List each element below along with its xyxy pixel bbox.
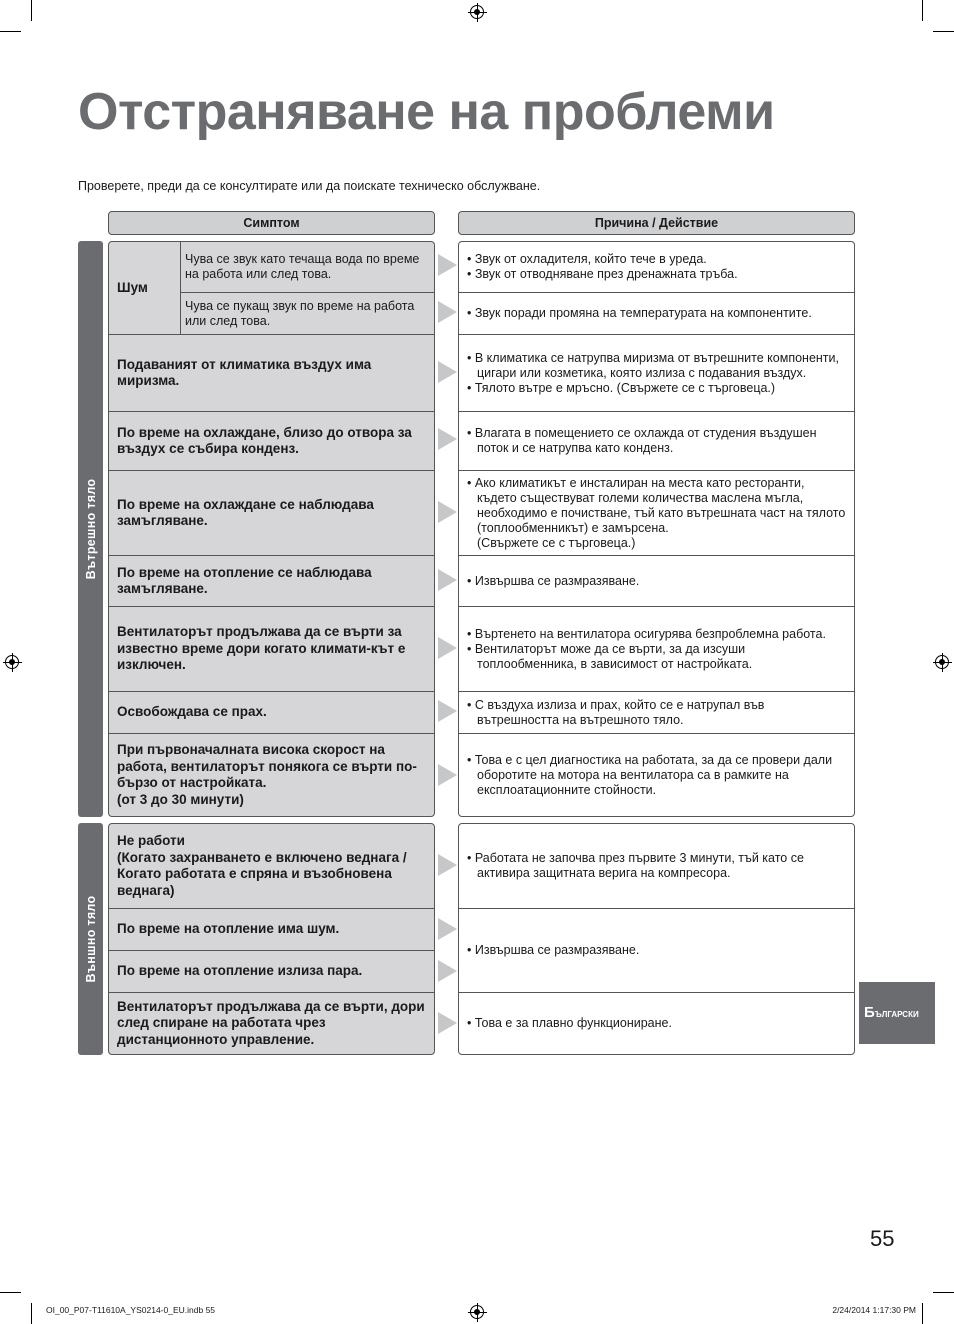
arrow-right-icon	[438, 764, 457, 786]
symptom-fog-cooling-text: По време на охлаждане се наблюдава замъгляване.	[117, 496, 374, 528]
arrow-right-icon	[438, 854, 457, 876]
symptom-fan-speed-text: При първоначалната висока скорост на работа, вентилаторът понякога се върти по-бързо от настройката.	[117, 742, 417, 790]
crop-mark	[0, 1292, 21, 1293]
symptom-fog-cooling	[109, 470, 434, 555]
arrow-right-icon	[438, 254, 457, 276]
indoor-causes	[458, 241, 855, 817]
symptom-noise	[109, 242, 181, 334]
symptom-heat-steam	[109, 950, 434, 992]
symptom-header: Симптом	[108, 211, 435, 235]
language-tab	[859, 982, 935, 1044]
cause-fan-after-off	[459, 606, 854, 691]
registration-mark-icon	[5, 655, 19, 669]
arrow-right-icon	[438, 501, 457, 523]
symptom-fan-speed	[109, 733, 434, 816]
symptom-noise-label: Шум	[117, 279, 148, 295]
symptom-condensation	[109, 411, 434, 470]
symptom-noise-crack-text: Чува се пукащ звук по време на работа или след това.	[185, 298, 415, 328]
cause-item: • Ако климатикът е инсталиран на места като ресторанти, където съществуват големи количества маслена мъгла, необходимо е почистване, тъй като вътрешната част на тялото (топлообменникът) е замърсена.	[467, 476, 846, 536]
arrow-right-icon	[438, 700, 457, 722]
registration-mark-icon	[470, 1305, 484, 1319]
cause-noise-crack	[459, 292, 854, 334]
symptom-noise-crack	[181, 292, 434, 334]
symptom-fan-remote-text: Вентилаторът продължава да се върти, дори след спиране на работата чрез дистанционното управление.	[117, 998, 425, 1047]
cause-item: • Въртенето на вентилатора осигурява безпроблемна работа.	[467, 627, 846, 642]
cause-header: Причина / Действие	[458, 211, 855, 235]
crop-mark	[31, 1303, 32, 1324]
cause-item: • Извършва се размразяване.	[467, 943, 639, 958]
outdoor-causes	[458, 823, 855, 1055]
language-tab-initial: Б	[864, 1004, 875, 1021]
cause-heating-defrost	[459, 908, 854, 992]
arrow-right-icon	[438, 301, 457, 323]
intro-text: Проверете, преди да се консултирате или да поискате техническо обслужване.	[78, 179, 541, 193]
outdoor-symptoms	[108, 823, 435, 1055]
arrow-right-icon	[438, 918, 457, 940]
language-tab-rest: ЪЛГАРСКИ	[874, 1010, 919, 1019]
registration-mark-icon	[935, 655, 949, 669]
symptom-fan-speed-note: (от 3 до 30 минути)	[117, 791, 244, 807]
symptom-smell	[109, 334, 434, 411]
cause-note: (Свържете се с търговеца.)	[477, 535, 636, 550]
arrow-right-icon	[438, 428, 457, 450]
symptom-no-work-note: (Когато захранването е включено веднага / Когато работата е спряна и възобновена веднага)	[117, 849, 407, 898]
cause-fog-cooling	[459, 470, 854, 555]
symptom-fog-heating	[109, 555, 434, 606]
symptom-heat-noise	[109, 908, 434, 950]
symptom-no-work-text: Не работи	[117, 833, 185, 848]
cause-item: • Звук от отводняване през дренажната тръба.	[467, 267, 738, 282]
symptom-noise-water-text: Чува се звук като течаща вода по време на работа или след това.	[185, 252, 420, 281]
cause-item: • Влагата в помещението се охлажда от студения въздушен поток и се натрупва като конденз.	[467, 426, 846, 456]
group-outdoor-label: Външно тяло	[83, 895, 98, 983]
cause-item: • Работата не започва през първите 3 минути, тъй като се активира защитната верига на компресора.	[467, 851, 846, 881]
cause-fog-heating	[459, 555, 854, 606]
symptom-dust	[109, 691, 434, 733]
page-title: Отстраняване на проблеми	[78, 83, 775, 141]
cause-item: • Тялото вътре е мръсно. (Свържете се с търговеца.)	[467, 381, 846, 396]
crop-mark	[0, 31, 21, 32]
arrow-right-icon	[438, 637, 457, 659]
symptom-fan-after-off-text: Вентилаторът продължава да се върти за известно време дори когато климати-кът е изключен.	[117, 624, 406, 673]
arrow-right-icon	[438, 569, 457, 591]
crop-mark	[922, 0, 923, 21]
symptom-smell-text: Подаваният от климатика въздух има миризма.	[117, 356, 372, 388]
cause-item: • В климатика се натрупва миризма от вътрешните компоненти, цигари или козметика, която излиза с подавания въздух.	[467, 351, 846, 381]
symptom-heat-noise-text: По време на отопление има шум.	[117, 921, 340, 937]
cause-item: • Извършва се размразяване.	[467, 574, 639, 589]
symptom-condensation-text: По време на охлаждане, близо до отвора за въздух се събира конденз.	[117, 424, 412, 456]
cause-no-work	[459, 824, 854, 908]
cause-condensation	[459, 411, 854, 470]
cause-item: • Звук от охладителя, който тече в уреда.	[467, 252, 738, 267]
symptom-fog-heating-text: По време на отопление се наблюдава замъгляване.	[117, 564, 372, 596]
crop-mark	[31, 0, 32, 21]
cause-item: • Вентилаторът може да се върти, за да изсуши топлообменника, в зависимост от настройката.	[467, 642, 846, 672]
symptom-heat-steam-text: По време на отопление излиза пара.	[117, 963, 363, 979]
cause-item: • С въздуха излиза и прах, който се е натрупал във вътрешността на вътрешното тяло.	[467, 698, 846, 728]
footer-file: OI_00_P07-T11610A_YS0214-0_EU.indb 55	[46, 1305, 216, 1315]
cause-item: • Това е с цел диагностика на работата, за да се провери дали оборотите на мотора на вентилатора са в рамките на експлоатационните стойности.	[467, 753, 846, 798]
symptom-dust-text: Освобождава се прах.	[117, 704, 267, 720]
group-indoor	[78, 241, 103, 817]
cause-fan-remote	[459, 992, 854, 1054]
cause-noise-water	[459, 242, 854, 292]
symptom-fan-after-off	[109, 606, 434, 691]
indoor-symptoms	[108, 241, 435, 817]
arrow-right-icon	[438, 361, 457, 383]
arrow-right-icon	[438, 1012, 457, 1034]
cause-item: • Звук поради промяна на температурата на компонентите.	[467, 306, 812, 321]
group-indoor-label: Вътрешно тяло	[83, 478, 98, 580]
registration-mark-icon	[470, 5, 484, 19]
crop-mark	[922, 1303, 923, 1324]
symptom-fan-remote	[109, 992, 434, 1054]
symptom-no-work	[109, 824, 434, 908]
cause-dust	[459, 691, 854, 733]
cause-item: • Това е за плавно функциониране.	[467, 1016, 672, 1031]
group-outdoor	[78, 823, 103, 1055]
cause-fan-speed	[459, 733, 854, 816]
crop-mark	[933, 1292, 954, 1293]
crop-mark	[933, 31, 954, 32]
cause-smell	[459, 334, 854, 411]
page-number: 55	[870, 1226, 895, 1251]
arrow-right-icon	[438, 960, 457, 982]
footer-timestamp: 2/24/2014 1:17:30 PM	[832, 1305, 916, 1315]
symptom-noise-water	[181, 242, 434, 292]
